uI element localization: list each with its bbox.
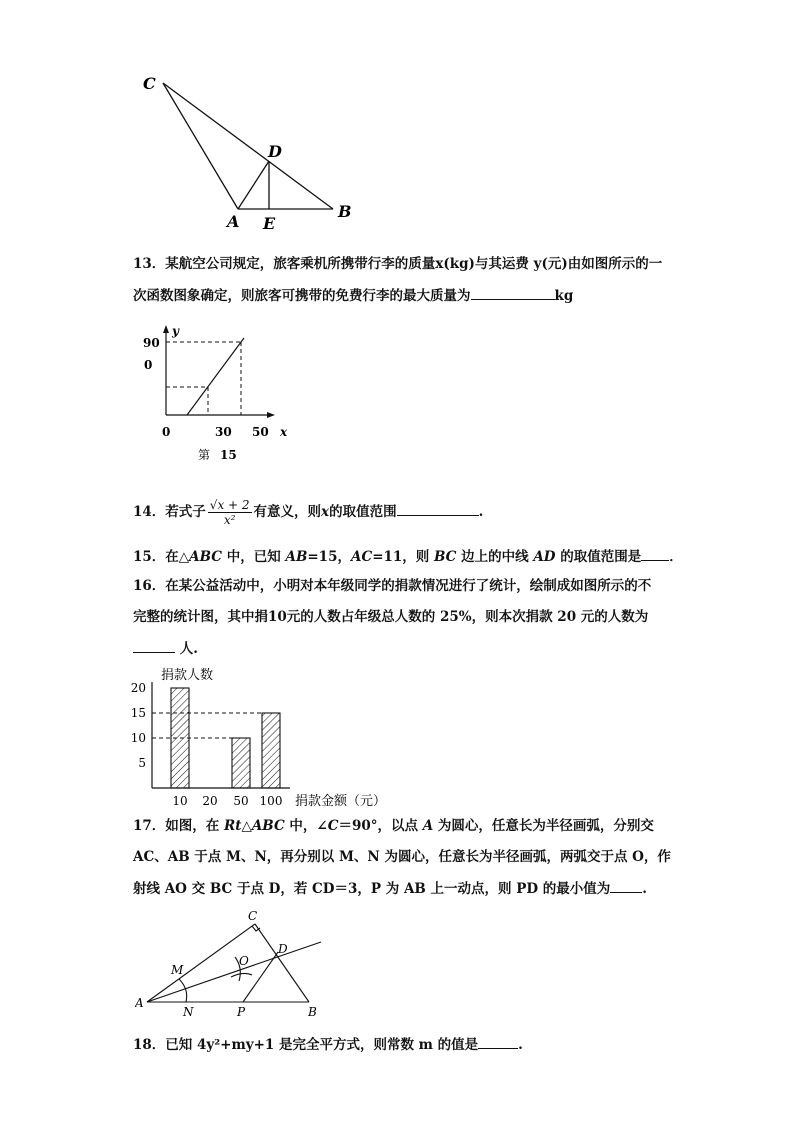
segment-cb xyxy=(163,83,333,209)
question-14-text: 有意义，则 xyxy=(253,504,322,520)
label-a: A xyxy=(227,212,240,231)
caption-prefix: 第 xyxy=(198,448,211,462)
tick-90: 90 xyxy=(143,336,160,350)
unit-kg: kg xyxy=(554,288,574,304)
q17-c: C xyxy=(327,818,339,834)
caption-number: 15 xyxy=(220,448,237,462)
period: . xyxy=(478,504,484,520)
fraction-denominator: x² xyxy=(223,513,236,527)
question-13-line-1: 13．某航空公司规定，旅客乘机所携带行李的质量x(kg)与其运费 y(元)由如图所示的一 xyxy=(133,256,663,272)
q17-text-3: ＝90°，以点 xyxy=(338,818,423,834)
fraction xyxy=(208,498,252,527)
answer-blank-16[interactable] xyxy=(133,638,175,653)
figure-function-graph xyxy=(140,322,300,467)
q15-period: ． xyxy=(669,549,683,565)
question-13-line-2 xyxy=(133,285,573,306)
label-c: C xyxy=(143,74,156,93)
question-15 xyxy=(133,546,683,567)
q15-text-2: 中，已知 xyxy=(222,549,286,565)
q17-rt-abc: Rt△ABC xyxy=(224,818,285,834)
tick-0-y: 0 xyxy=(144,358,153,372)
answer-blank-14[interactable] xyxy=(397,501,479,516)
q17-text-5: 射线 AO 交 BC 于点 D，若 CD＝3，P 为 AB 上一动点，则 PD 的最小值为 xyxy=(133,881,611,897)
label-d: D xyxy=(278,942,288,956)
x-tick-label: 20 xyxy=(202,794,218,808)
label-o: O xyxy=(239,954,249,968)
q15-ab: AB xyxy=(285,549,308,565)
label-n: N xyxy=(183,1005,194,1019)
q15-ad: AD xyxy=(533,549,556,565)
answer-blank-15[interactable] xyxy=(641,546,669,561)
y-tick-label: 20 xyxy=(130,681,146,695)
label-e: E xyxy=(263,214,276,233)
donation-bar-chart xyxy=(125,662,395,812)
q17-text-4: 为圆心，任意长为半径画弧，分别交 xyxy=(433,818,654,834)
y-axis-arrow xyxy=(163,325,169,333)
chart-x-label: 捐款金额（元） xyxy=(295,794,387,809)
q15-text-4: =11，则 xyxy=(372,549,435,565)
q17-text-1: 17．如图，在 xyxy=(133,818,224,834)
question-18 xyxy=(133,1034,523,1055)
chart-y-label: 捐款人数 xyxy=(161,668,214,683)
q17-period: . xyxy=(642,881,647,897)
label-a: A xyxy=(135,996,144,1010)
segment-ad xyxy=(238,161,269,209)
question-17-line-3 xyxy=(133,878,647,899)
q16-unit: 人. xyxy=(179,641,198,657)
x-tick-label: 10 xyxy=(172,794,188,808)
bar-50 xyxy=(232,738,250,788)
q15-ac: AC xyxy=(350,549,373,565)
tick-50: 50 xyxy=(252,425,269,439)
variable-x: x xyxy=(321,504,330,520)
answer-blank-17[interactable] xyxy=(610,878,642,893)
q15-text-1: 15．在△ xyxy=(133,549,190,565)
question-17-line-1 xyxy=(133,816,654,836)
answer-blank-18[interactable] xyxy=(478,1034,518,1049)
q17-a: A xyxy=(422,818,434,834)
question-16-line-3 xyxy=(133,638,198,659)
question-16-line-1: 16．在某公益活动中，小明对本年级同学的捐款情况进行了统计，绘制成如图所示的不 xyxy=(133,578,652,594)
arc-o-2 xyxy=(231,973,252,977)
label-p: P xyxy=(237,1005,246,1019)
label-d: D xyxy=(268,142,282,161)
label-b: B xyxy=(308,1005,317,1019)
question-17-line-2: AC、AB 于点 M、N，再分别以 M、N 为圆心，任意长为半径画弧，两弧交于点 O，作 xyxy=(133,849,671,865)
x-tick-label: 100 xyxy=(259,794,283,808)
bar-10 xyxy=(171,688,189,788)
q15-abc: ABC xyxy=(189,549,223,565)
figure-triangle-cab xyxy=(130,65,370,240)
label-b: B xyxy=(338,202,352,221)
label-c: C xyxy=(248,909,258,923)
bar-100 xyxy=(262,713,280,788)
question-14 xyxy=(133,492,483,532)
function-line xyxy=(187,338,244,415)
segment-cb xyxy=(255,924,309,1002)
tick-30: 30 xyxy=(215,425,232,439)
y-tick-label: 5 xyxy=(138,756,146,770)
tick-0-x: 0 xyxy=(162,425,171,439)
q15-text-3: =15， xyxy=(307,549,351,565)
x-axis-label: x xyxy=(280,425,288,439)
q15-text-5: 边上的中线 xyxy=(456,549,534,565)
x-axis-arrow xyxy=(267,412,275,418)
q18-text: 18．已知 4y²+my+1 是完全平方式，则常数 m 的值是 xyxy=(133,1037,479,1053)
answer-blank-13[interactable] xyxy=(471,285,555,300)
q15-bc: BC xyxy=(434,549,457,565)
q15-text-6: 的取值范围是 xyxy=(555,549,642,565)
question-14-prefix: 14．若式子 xyxy=(133,504,206,520)
y-axis-label: y xyxy=(172,324,179,338)
y-tick-label: 10 xyxy=(130,731,146,745)
q18-period: . xyxy=(518,1037,523,1053)
question-13-text: 次函数图象确定，则旅客可携带的免费行李的最大质量为 xyxy=(133,288,471,304)
segment-ca xyxy=(163,83,238,209)
fraction-numerator: √x + 2 xyxy=(209,498,250,512)
x-tick-label: 50 xyxy=(233,794,249,808)
question-16-line-2: 完整的统计图，其中捐10元的人数占年级总人数的 25%，则本次捐款 20 元的人数为 xyxy=(133,609,649,625)
y-tick-label: 15 xyxy=(130,706,146,720)
q17-text-2: 中，∠ xyxy=(284,818,328,834)
figure-angle-bisector xyxy=(135,905,330,1020)
label-m: M xyxy=(171,963,184,977)
question-14-text-end: 的取值范围 xyxy=(329,504,397,520)
